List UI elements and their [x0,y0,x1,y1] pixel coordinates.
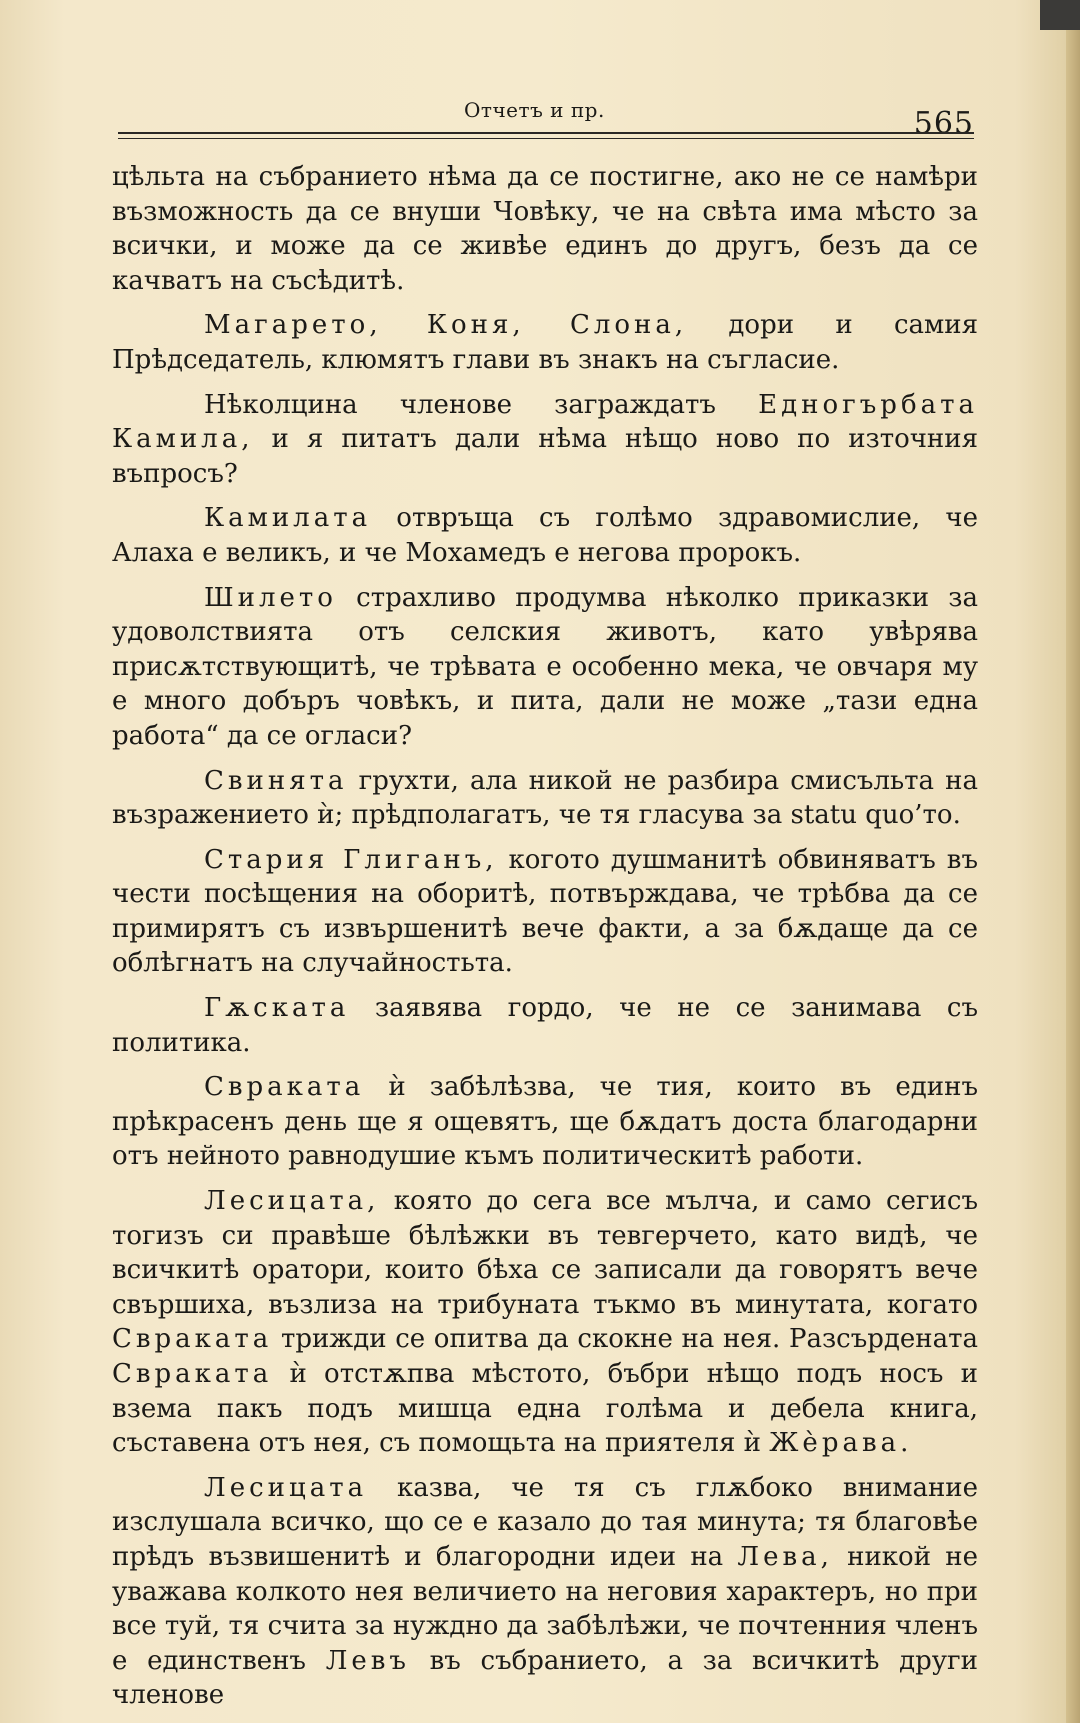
spaced-name: Едногърбата Камила, [112,389,978,455]
page-number: 565 [913,106,974,141]
text-run: цѣльта на събранието нѣма да се постигне, ако не се намѣри възможность да се внуши Човѣку, че на свѣта има мѣсто за всички, и може да се живѣе единъ до другъ, безъ да се качватъ на съсѣдитѣ. [112,162,978,296]
text-run: казва, че тя съ глѫбоко внимание изслушала всичко, що се е казало до тая минута; тя благовѣе прѣдъ възвишенитѣ и благородни идеи на [112,1472,978,1572]
spaced-name: Гѫската [204,993,350,1024]
paragraph [112,308,978,377]
spaced-name: Свраката [112,1324,273,1355]
page-edge [1066,0,1080,1723]
spaced-name: Лесицата, [204,1186,380,1217]
paragraph [112,581,978,754]
paragraph [112,1070,978,1174]
header-rule [118,132,974,134]
spaced-name: Магарето, Коня, Слона, [204,310,688,341]
text-run: Нѣколцина членове заграждатъ [204,389,759,420]
header-rule-double [118,138,974,139]
paragraph [112,764,978,833]
spaced-name: Шилето [204,582,337,613]
paragraph [112,388,978,492]
text-run: заявява гордо, че не се занимава съ политика. [112,993,978,1058]
text-run: страхливо продумва нѣколко приказки за удоволствията отъ селския животъ, като увѣрява присѫтствующитѣ, че трѣвата е особенно мека, че овчаря му е много добъръ човѣкъ, и пита, дали не може „тази една работа“ да се огласи? [112,582,978,751]
paragraph [112,991,978,1060]
text-run: грухти, ала никой не разбира смисъльта на възражението ѝ; прѣдполагатъ, че тя гласува за statu quo’то. [112,765,978,831]
paragraph [112,1471,978,1713]
text-run: ѝ забѣлѣзва, че тия, които въ единъ прѣкрасенъ день ще я ощевятъ, ще бѫдатъ доста благодарни отъ нейното равнодушие къмъ политическитѣ работи. [112,1072,978,1172]
spaced-name: Лева, [737,1541,833,1572]
page-header [118,92,974,141]
text-run: дори и самия Прѣдседатель, клюмятъ глави въ знакъ на съгласие. [112,310,978,375]
text-run: която до сега все мълча, и само сегисъ тогизъ си правѣше бѣлѣжки въ тевгерчето, като видѣ, че всичкитѣ оратори, които бѣха се записали да говорятъ вече свършиха, възлиза на трибуната тъкмо въ минутата, когато [112,1186,978,1320]
text-run: трижди се опитва да скокне на нея. Разсърдената [272,1324,978,1355]
paragraph [112,843,978,981]
body-text [112,160,978,1723]
paragraph [112,160,978,298]
text-run: ѝ отстѫпва мѣстото, бъбри нѣщо подъ носъ и взема пакъ подъ мишца една голѣма и дебела книга, съставена отъ нея, съ помощьта на приятеля ѝ [112,1359,978,1459]
spaced-name: Жѐрава. [769,1428,913,1459]
spaced-name: Стария Глиганъ, [204,844,498,875]
spaced-name: Свраката [112,1359,273,1389]
text-run: никой не уважава колкото нея величието на неговия характеръ, но при все туй, тя счита за нуждно да забѣлѣжи, че почтенния членъ е единственъ [112,1541,978,1676]
paragraph [112,501,978,570]
text-run: отвръща съ голѣмо здравомислие, че Алаха е великъ, и че Мохамедъ е негова пророкъ. [112,503,978,568]
page-corner-shadow [1040,0,1080,30]
spaced-name: Левъ [325,1645,410,1676]
text-run: въ събранието, а за всичкитѣ други членове [112,1645,979,1711]
running-title: Отчетъ и пр. [464,98,605,122]
spaced-name: Свинята [204,765,348,796]
paragraph [112,1184,978,1461]
spaced-name: Камилата [204,503,372,534]
spaced-name: Лесицата [204,1472,368,1503]
text-run: и я питатъ дали нѣма нѣщо ново по източния въпросъ? [112,424,978,489]
text-run: когото душманитѣ обвиняватъ въ чести посѣщения на оборитѣ, потвърждава, че трѣбва да се примирятъ съ извършенитѣ вече факти, а за бѫдаще да се облѣгнатъ на случайностьта. [112,844,978,979]
spaced-name: Свраката [204,1072,365,1103]
